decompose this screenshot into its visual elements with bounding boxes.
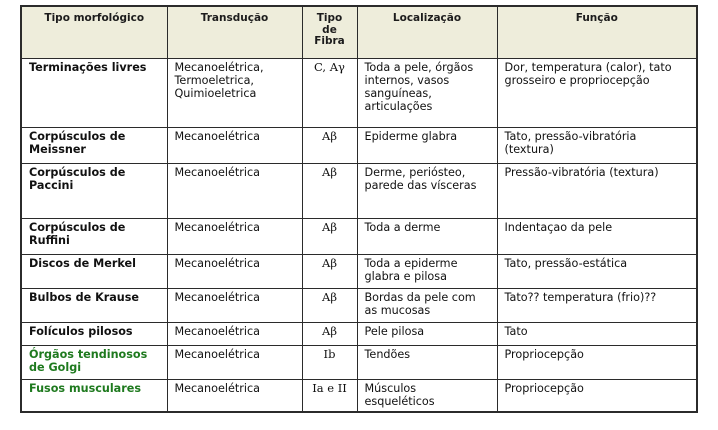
cell-localizacao: Toda a derme (357, 218, 497, 254)
cell-tipo-morfologico: Bulbos de Krause (21, 288, 167, 322)
cell-funcao: Propriocepção (497, 345, 697, 379)
cell-localizacao: Derme, periósteo, parede das vísceras (357, 163, 497, 218)
table-row (21, 127, 697, 163)
cell-tipo-morfologico: Fusos musculares (21, 379, 167, 412)
cell-funcao: Propriocepção (497, 379, 697, 412)
cell-funcao: Tato?? temperatura (frio)?? (497, 288, 697, 322)
cell-transducao: Mecanoelétrica (167, 163, 302, 218)
cell-transducao: Mecanoelétrica (167, 254, 302, 288)
cell-tipo-morfologico: Folículos pilosos (21, 322, 167, 345)
cell-tipo-fibra: Aβ (302, 288, 357, 322)
cell-localizacao: Pele pilosa (357, 322, 497, 345)
cell-transducao: Mecanoelétrica (167, 379, 302, 412)
cell-tipo-morfologico: Corpúsculos de Meissner (21, 127, 167, 163)
header-tipo-morfologico: Tipo morfológico (21, 6, 167, 58)
receptor-table-container (20, 5, 698, 413)
cell-tipo-fibra: Aβ (302, 163, 357, 218)
cell-transducao: Mecanoelétrica (167, 127, 302, 163)
receptor-table (20, 5, 698, 413)
cell-tipo-fibra: Aβ (302, 254, 357, 288)
cell-funcao: Tato, pressão-vibratória (textura) (497, 127, 697, 163)
cell-localizacao: Tendões (357, 345, 497, 379)
table-row (21, 163, 697, 218)
cell-transducao: Mecanoelétrica (167, 322, 302, 345)
cell-localizacao: Toda a pele, órgãos internos, vasos sanguíneas, articulações (357, 58, 497, 127)
header-transducao: Transdução (167, 6, 302, 58)
header-localizacao: Localização (357, 6, 497, 58)
cell-localizacao: Músculos esqueléticos (357, 379, 497, 412)
header-tipo-fibra: Tipo de Fibra (302, 6, 357, 58)
cell-tipo-fibra: Ib (302, 345, 357, 379)
cell-funcao: Indentaçao da pele (497, 218, 697, 254)
cell-funcao: Tato (497, 322, 697, 345)
cell-funcao: Pressão-vibratória (textura) (497, 163, 697, 218)
cell-tipo-morfologico: Corpúsculos de Paccini (21, 163, 167, 218)
cell-localizacao: Epiderme glabra (357, 127, 497, 163)
table-row (21, 218, 697, 254)
cell-tipo-fibra: Ia e II (302, 379, 357, 412)
table-row (21, 322, 697, 345)
cell-transducao: Mecanoelétrica, Termoeletrica, Quimioeletrica (167, 58, 302, 127)
cell-tipo-morfologico: Corpúsculos de Ruffini (21, 218, 167, 254)
table-row (21, 254, 697, 288)
cell-funcao: Tato, pressão-estática (497, 254, 697, 288)
cell-tipo-morfologico: Discos de Merkel (21, 254, 167, 288)
cell-localizacao: Toda a epiderme glabra e pilosa (357, 254, 497, 288)
table-body (21, 58, 697, 412)
table-row (21, 379, 697, 412)
cell-tipo-morfologico: Órgãos tendinosos de Golgi (21, 345, 167, 379)
header-row (21, 6, 697, 58)
table-row (21, 58, 697, 127)
cell-transducao: Mecanoelétrica (167, 288, 302, 322)
cell-funcao: Dor, temperatura (calor), tato grosseiro e propriocepção (497, 58, 697, 127)
header-funcao: Função (497, 6, 697, 58)
cell-tipo-morfologico: Terminações livres (21, 58, 167, 127)
cell-localizacao: Bordas da pele com as mucosas (357, 288, 497, 322)
cell-tipo-fibra: C, Aγ (302, 58, 357, 127)
cell-transducao: Mecanoelétrica (167, 218, 302, 254)
cell-transducao: Mecanoelétrica (167, 345, 302, 379)
cell-tipo-fibra: Aβ (302, 322, 357, 345)
table-row (21, 345, 697, 379)
cell-tipo-fibra: Aβ (302, 218, 357, 254)
cell-tipo-fibra: Aβ (302, 127, 357, 163)
table-row (21, 288, 697, 322)
